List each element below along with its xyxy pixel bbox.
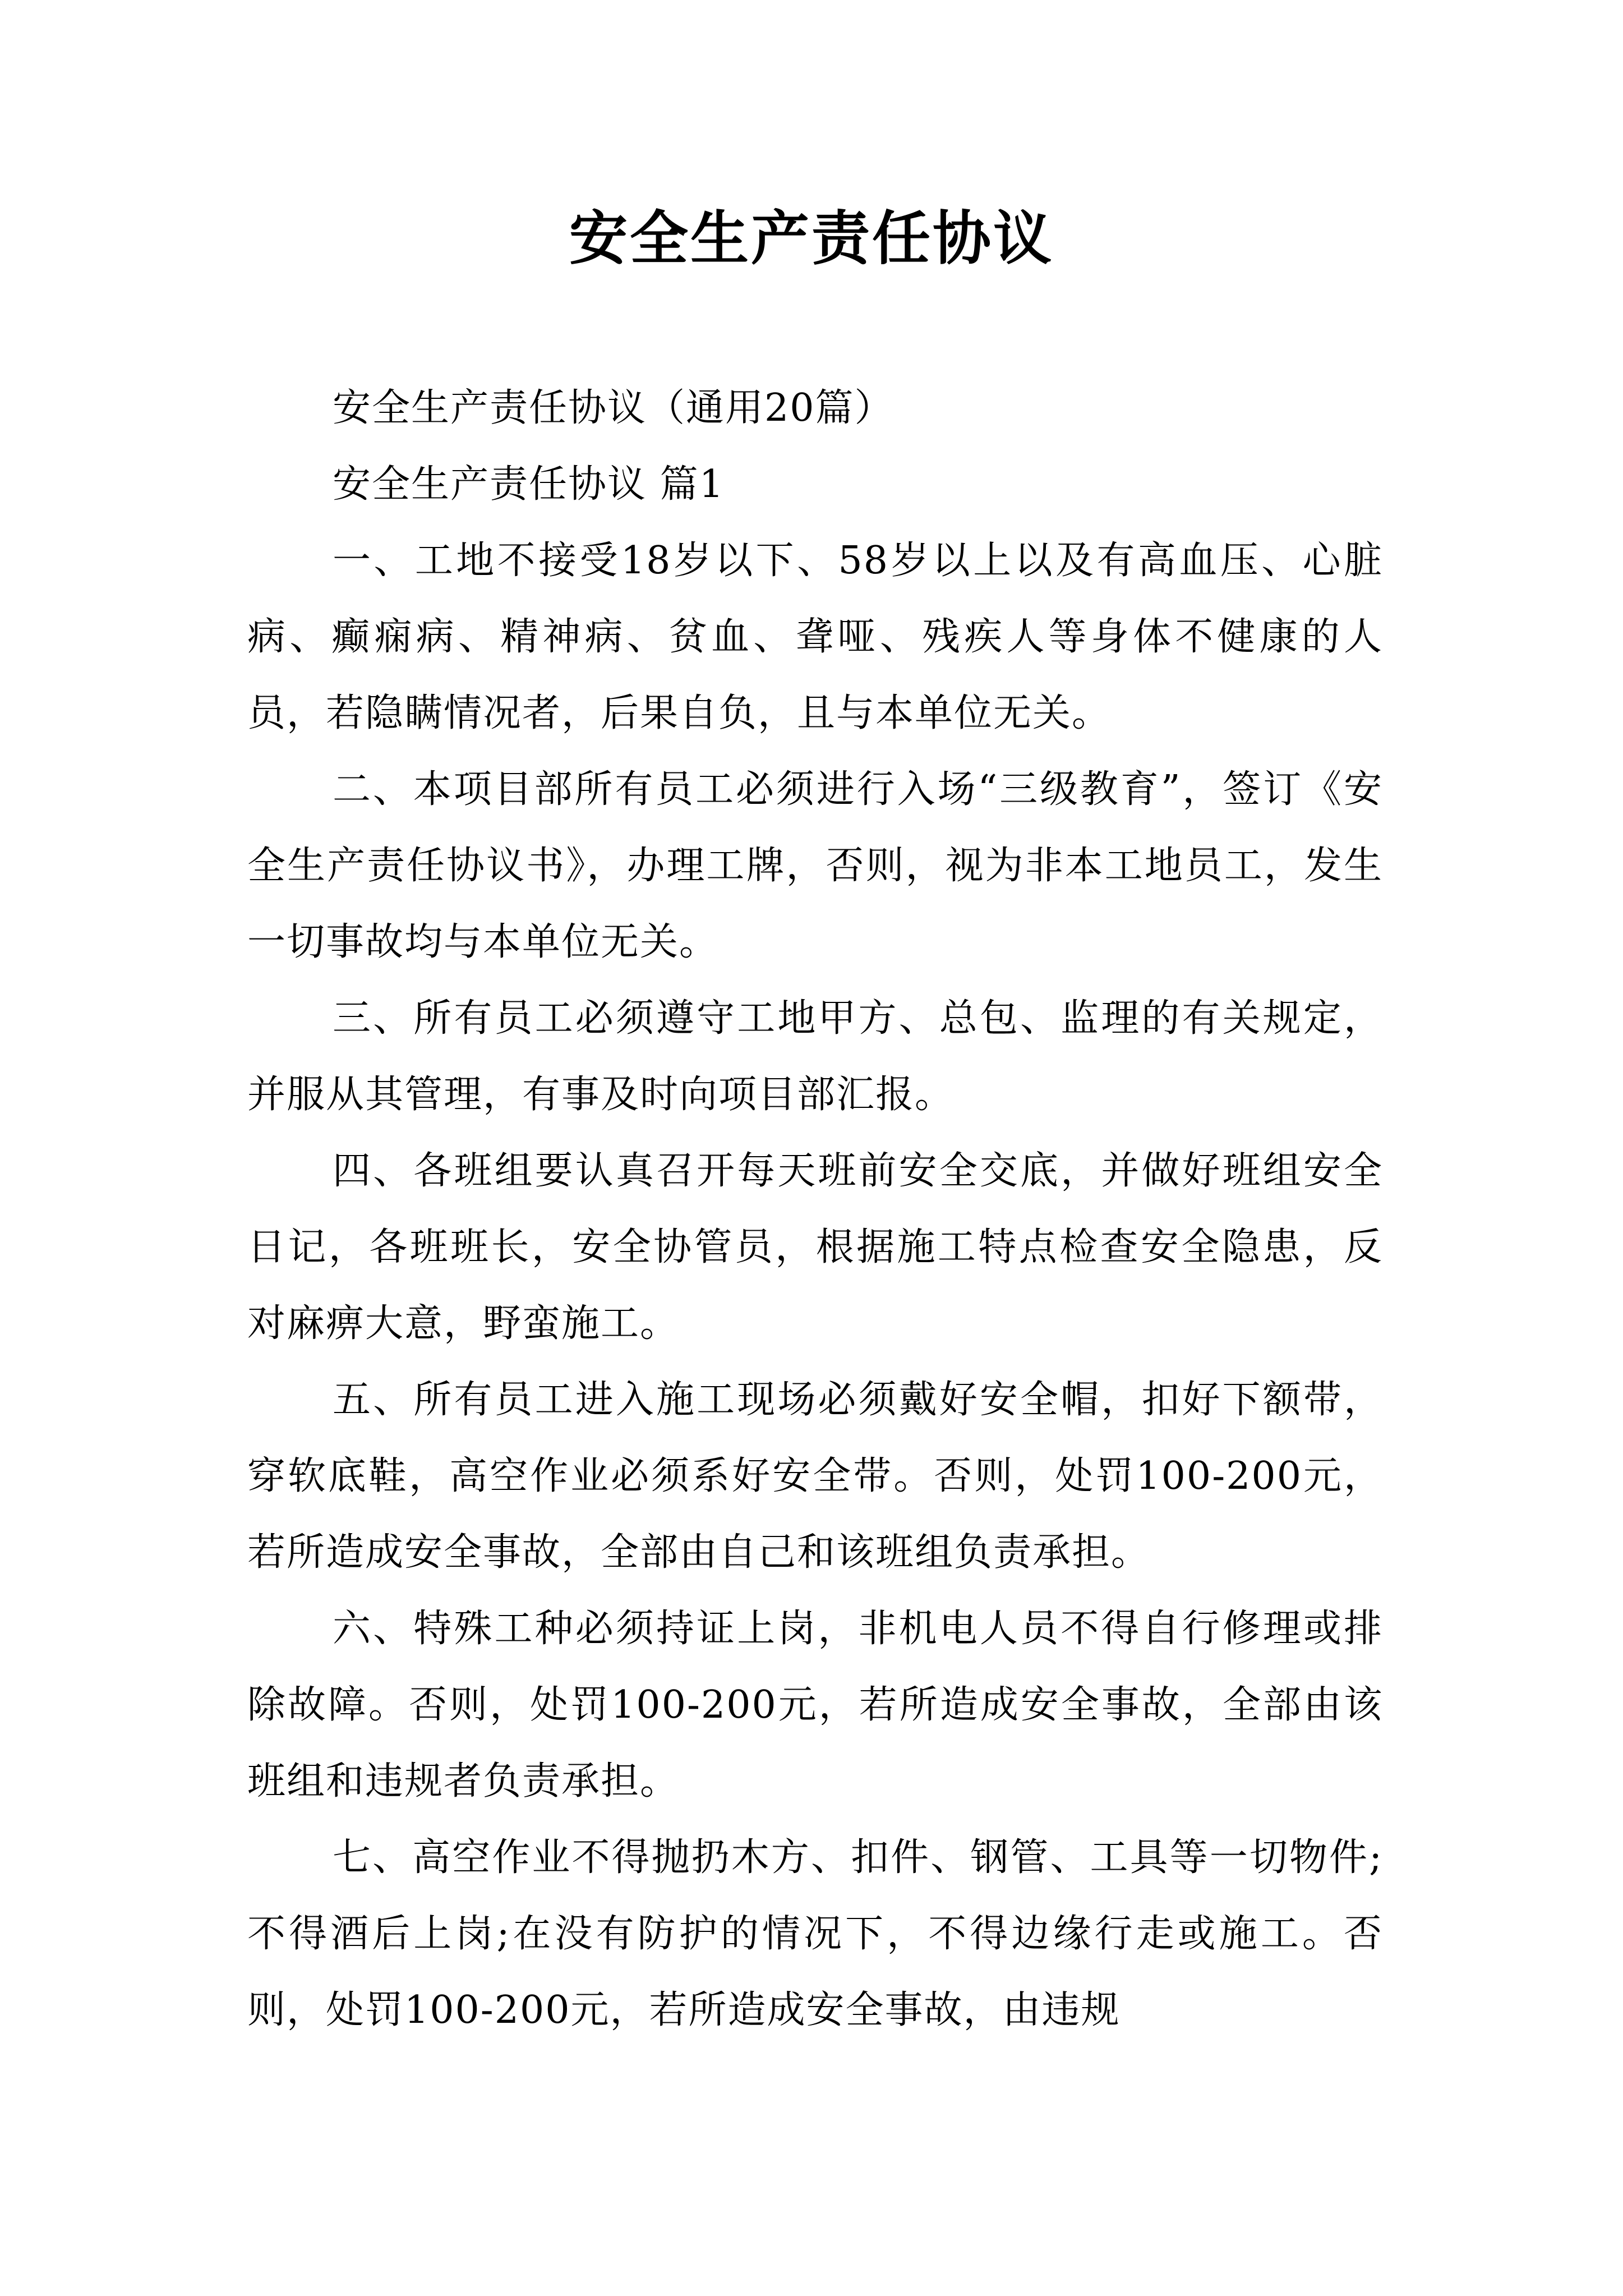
document-subtitle: 安全生产责任协议（通用20篇）: [333, 386, 894, 430]
document-body: [247, 370, 1383, 2049]
clause-paragraph-6: 六、特殊工种必须持证上岗，非机电人员不得自行修理或排除故障。否则，处罚100-200元，若所造成安全事故，全部由该班组和违规者负责承担。: [247, 1607, 1383, 1803]
clause-paragraph-1: 一、工地不接受18岁以下、58岁以上以及有高血压、心脏病、癫痫病、精神病、贫血、聋哑、残疾人等身体不健康的人员，若隐瞒情况者，后果自负，且与本单位无关。: [247, 539, 1383, 735]
clause-paragraph-7: 七、高空作业不得抛扔木方、扣件、钢管、工具等一切物件;不得酒后上岗;在没有防护的情况下，不得边缘行走或施工。否则，处罚100-200元，若所造成安全事故，由违规: [247, 1835, 1383, 2032]
clause-paragraph-4: 四、各班组要认真召开每天班前安全交底，并做好班组安全日记，各班班长，安全协管员，根据施工特点检查安全隐患，反对麻痹大意，野蛮施工。: [247, 1149, 1383, 1346]
document-title: 安全生产责任协议: [569, 204, 1054, 273]
section-heading: 安全生产责任协议 篇1: [333, 462, 725, 507]
clause-paragraph-3: 三、所有员工必须遵守工地甲方、总包、监理的有关规定，并服从其管理，有事及时向项目部汇报。: [247, 996, 1383, 1117]
clause-paragraph-5: 五、所有员工进入施工现场必须戴好安全帽，扣好下额带，穿软底鞋，高空作业必须系好安全带。否则，处罚100-200元，若所造成安全事故，全部由自己和该班组负责承担。: [247, 1378, 1383, 1575]
clause-paragraph-2: 二、本项目部所有员工必须进行入场“三级教育”，签订《安全生产责任协议书》，办理工牌，否则，视为非本工地员工，发生一切事故均与本单位无关。: [247, 767, 1383, 964]
